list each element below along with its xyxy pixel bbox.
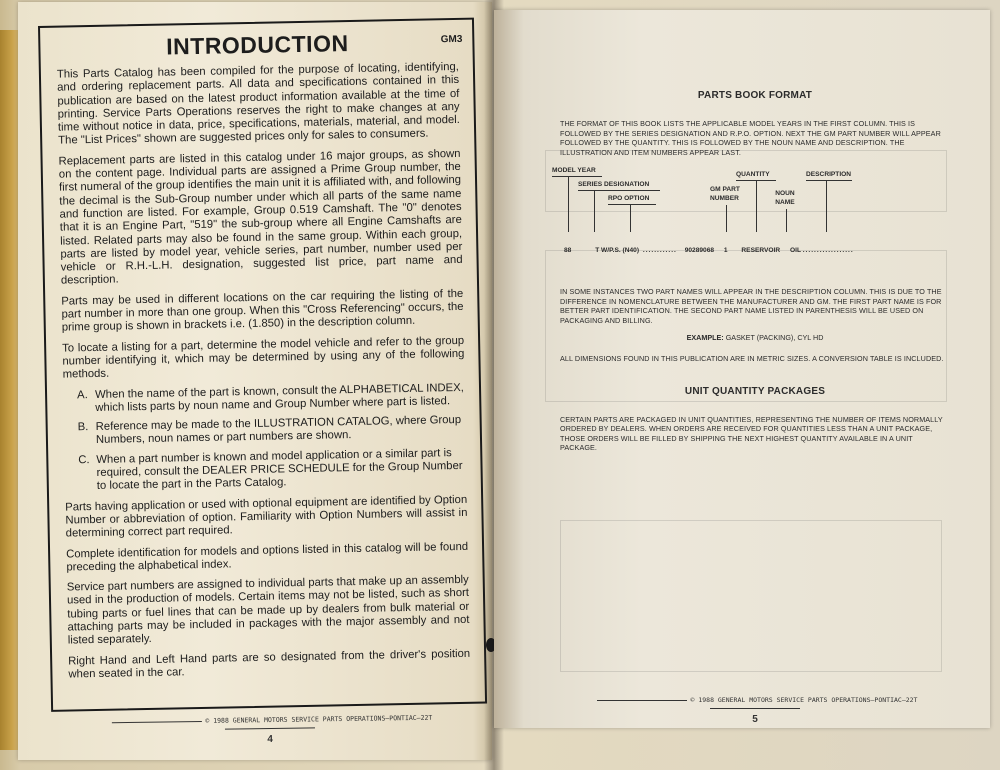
footer-rule [597,700,687,701]
leader-line [568,176,569,232]
gm-code: GM3 [440,33,463,46]
intro-paragraph: Parts may be used in different locations on the car requiring the listing of the part number in more than one group. When this "Cross Referencing" occurs, the prime group is shown in brackets i.e. (1.850) in the description column. [61,287,464,334]
section-text: CERTAIN PARTS ARE PACKAGED IN UNIT QUANTITIES, REPRESENTING THE NUMBER OF ITEMS NORMALLY ORDERED BY DEALERS. WHEN ORDERS ARE RECEIVED FOR QUANTITIES LESS THAN A UNIT PACKAGE, THOSE ORDERS WILL BE FILLED BY SHIPPING THE NEXT HIGHEST QUANTITY AVAILABLE IN A UNIT PACKAGE. [560,414,943,452]
metric-note: ALL DIMENSIONS FOUND IN THIS PUBLICATION ARE IN METRIC SIZES. A CONVERSION TABLE IS INCLUDED. [560,354,944,363]
footer-rule [710,708,800,709]
right-footer [545,696,965,725]
method-letter: A. [76,388,88,401]
leader-dots: ............ [642,247,677,254]
example-text: GASKET (PACKING), CYL HD [725,333,824,342]
leader-line [630,204,631,232]
footer-rule [225,727,315,729]
sample-noun: RESERVOIR [741,247,781,254]
label-rpo-option: RPO OPTION [608,195,650,202]
book-edge [0,30,20,750]
method-item [64,414,466,448]
label-underline [552,176,602,177]
page-number: 5 [752,714,758,725]
leader-dots: .................. [802,247,854,254]
intro-paragraph: This Parts Catalog has been compiled for the purpose of locating, identifying, and ordering replacement parts. All data and specifications contained in this publication are based on the latest product information available at the time of printing. Service Parts Operations reserves the right to make changes at any time without notice in data, price, specifications, materials, material, and model. The "List Prices" shown are suggested prices only for sales to consumers. [56,60,460,148]
sample-description: OIL [790,247,801,254]
intro-paragraph: Complete identification for models and options listed in this catalog will be found preceding the alphabetical index. [66,540,469,574]
label-gm-part-number: GM PART NUMBER [710,186,740,202]
format-diagram [552,167,950,257]
leader-line [726,205,727,232]
sample-quantity: 1 [723,247,728,254]
example-line [560,333,950,342]
intro-paragraph: Replacement parts are listed in this catalog under 16 major groups, as shown on the content page. Individual parts are assigned a Prime Group number, the first numeral of the group identifies the main unit it is affiliated with, and following the decimal is the Sub-Group number under which all parts of the same name and function are listed. For example, Group 0.519 Camshaft. The "0" denotes that it is an Engine Part, "519" the sub-group where all Engine Camshafts are listed. Related parts may also be found in the same group. Within each group, parts are listed by model year, vehicle series, part number, number used per vehicle or R.H.-L.H. designation, suggested list price, part name and description. [58,147,463,288]
page-number: 4 [267,733,273,746]
right-page-content [552,90,950,461]
method-text: When the name of the part is known, consult the ALPHABETICAL INDEX, which lists parts by noun name and Group Number where part is listed. [94,381,464,414]
footer-text: © 1988 GENERAL MOTORS SERVICE PARTS OPERATIONS—PONTIAC—22T [205,713,433,725]
method-text: When a part number is known and model application or a similar part is required, consult the DEALER PRICE SCHEDULE for the Group Number to locate the part in the Parts Catalog. [96,446,463,493]
footer-text: © 1988 GENERAL MOTORS SERVICE PARTS OPERATIONS—PONTIAC—22T [690,696,918,704]
sample-series: T W/P.S. (N40) [595,247,640,254]
introduction-box [38,18,487,712]
sample-year: 88 [564,247,572,254]
method-letter: B. [77,421,89,434]
leader-line [786,209,787,232]
leader-line [756,180,757,232]
section-title: PARTS BOOK FORMAT [697,90,813,101]
bleed-through [560,520,942,672]
footer-rule [111,720,201,722]
sample-row [564,247,854,254]
page-title: INTRODUCTION [165,30,349,60]
method-item [64,447,467,495]
label-model-year: MODEL YEAR [552,167,596,174]
label-quantity: QUANTITY [736,171,770,178]
intro-paragraph: Parts having application or used with optional equipment are identified by Option Number or abbreviation of option. Familiarity with Option Numbers will assist in determining correct part required. [65,493,468,540]
leader-line [826,180,827,232]
label-underline [578,190,660,191]
method-letter: C. [78,453,90,467]
intro-paragraph: Right Hand and Left Hand parts are so designated from the driver's position when seated in the car. [68,647,471,681]
method-text: Reference may be made to the ILLUSTRATION CATALOG, where Group Numbers, noun names or part numbers are shown. [95,414,462,447]
label-noun-name: NOUN NAME [775,190,795,206]
left-footer [60,713,480,748]
label-series-designation: SERIES DESIGNATION [578,181,650,188]
methods-list [63,381,467,494]
section-text: THE FORMAT OF THIS BOOK LISTS THE APPLICABLE MODEL YEARS IN THE FIRST COLUMN. THIS IS FOLLOWED BY THE SERIES DESIGNATION AND R.P.O. OPTION. NEXT THE GM PART NUMBER WILL APPEAR FOLLOWED BY THE QUANTITY. THIS IS FOLLOWED BY THE NOUN NAME AND DESCRIPTION. THE ILLUSTRATION AND ITEM NUMBERS APPEAR LAST. [560,119,941,157]
intro-paragraph: To locate a listing for a part, determine the model vehicle and refer to the group number identifying it, which may be determined by using any of the following methods. [62,334,465,381]
example-label: EXAMPLE: [686,333,724,342]
section-note: IN SOME INSTANCES TWO PART NAMES WILL APPEAR IN THE DESCRIPTION COLUMN. THIS IS DUE TO THE DIFFERENCE IN NOMENCLATURE BETWEEN THE MANUFACTURER AND GM. THE FIRST PART NAME IS FOR BETTER PART IDENTIFICATION. THE SECOND PART NAME LISTED IN PARENTHESIS WILL BE USED ON PACKAGING AND BILLING. [560,287,942,325]
section-title: UNIT QUANTITY PACKAGES [684,385,826,397]
leader-line [594,190,595,232]
method-item [63,381,465,415]
intro-paragraph: Service part numbers are assigned to individual parts that make up an assembly used in the production of models. Certain items may not be listed, such as short tubing parts or fuel lines that can be made up by dealers from bulk material or attaching parts may be included in packages with the major assembly and not listed separately. [66,573,470,647]
sample-part-number: 90289068 [684,247,715,254]
label-underline [806,180,852,181]
label-description: DESCRIPTION [806,171,852,178]
label-underline [608,204,656,205]
